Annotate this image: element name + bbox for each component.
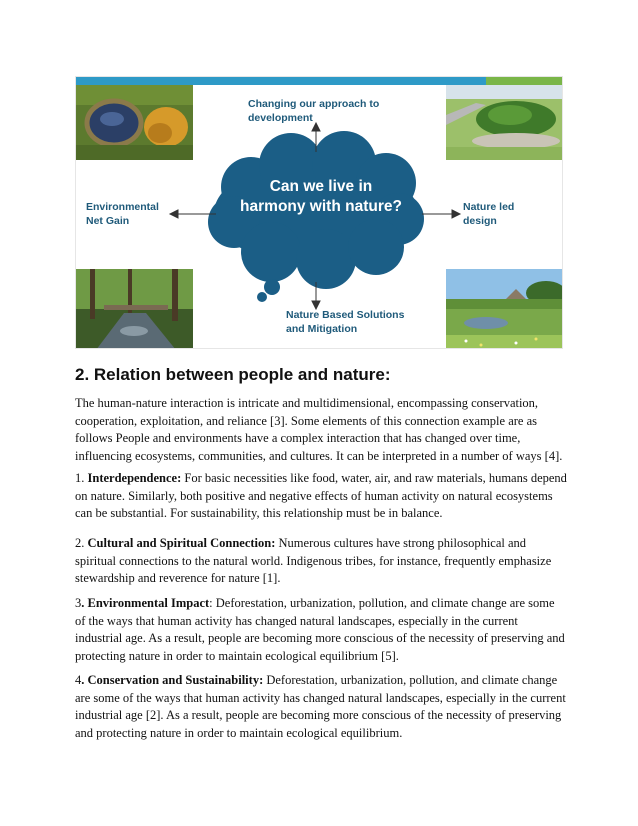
- item-text: For basic necessities like food, water, air, and raw materials, humans depend on nature. Similarly, both positive and negative effects of human activity on natural ecosystems can be substantial. For sustainability, this relationship must be in balance.: [75, 471, 567, 521]
- item-cultural-spiritual: [75, 535, 567, 588]
- label-nature-based-solutions: Nature Based Solutions and Mitigation: [286, 309, 405, 335]
- item-number: 4: [75, 673, 82, 687]
- item-title: . Environmental Impact: [81, 596, 210, 610]
- label-nature-led-design: Nature led design: [463, 201, 515, 227]
- label-environmental-net-gain: Environmental Net Gain: [86, 201, 159, 227]
- item-text: Deforestation, urbanization, pollution, and climate change are some of the ways that human activity has changed natural landscapes, especially in the current industrial age [2]. As a result, people are becoming more conscious of the necessity of preserving and protecting nature in order to maintain ecological equilibrium.: [75, 673, 566, 740]
- item-environmental-impact: [75, 595, 567, 665]
- item-number: 2.: [75, 536, 88, 550]
- item-interdependence: [75, 470, 567, 523]
- label-changing-approach: Changing our approach to development: [248, 98, 380, 124]
- item-text: Numerous cultures have strong philosophical and spiritual connections to the natural world. Indigenous tribes, for instance, frequently emphasize stewardship and reverence for nature [1].: [75, 536, 552, 586]
- item-number: 1.: [75, 471, 88, 485]
- item-text: : Deforestation, urbanization, pollution, and climate change are some of the ways that human activity has changed natural landscapes, especially in the current industrial age. As a result, people are becoming more conscious of the necessity of preserving and protecting nature in order to maintain ecological equilibrium [5].: [75, 596, 565, 663]
- item-title: Cultural and Spiritual Connection:: [87, 536, 276, 550]
- item-title: . Conservation and Sustainability:: [81, 673, 264, 687]
- item-title: Interdependence:: [87, 471, 182, 485]
- harmony-with-nature-figure: [75, 76, 563, 349]
- intro-paragraph: The human-nature interaction is intricate and multidimensional, encompassing conservation, cooperation, exploitation, and reliance [3]. Some elements of this connection example are as follows People and environments have a complex interaction that has changed over time, influencing ecosystems, communities, and cultures. It can be interpreted in a number of ways [4].: [75, 396, 563, 463]
- item-number: 3: [75, 596, 82, 610]
- cloud-question: Can we live in harmony with nature?: [240, 178, 402, 215]
- section-heading: 2. Relation between people and nature:: [75, 365, 391, 384]
- item-conservation-sustainability: [75, 672, 567, 742]
